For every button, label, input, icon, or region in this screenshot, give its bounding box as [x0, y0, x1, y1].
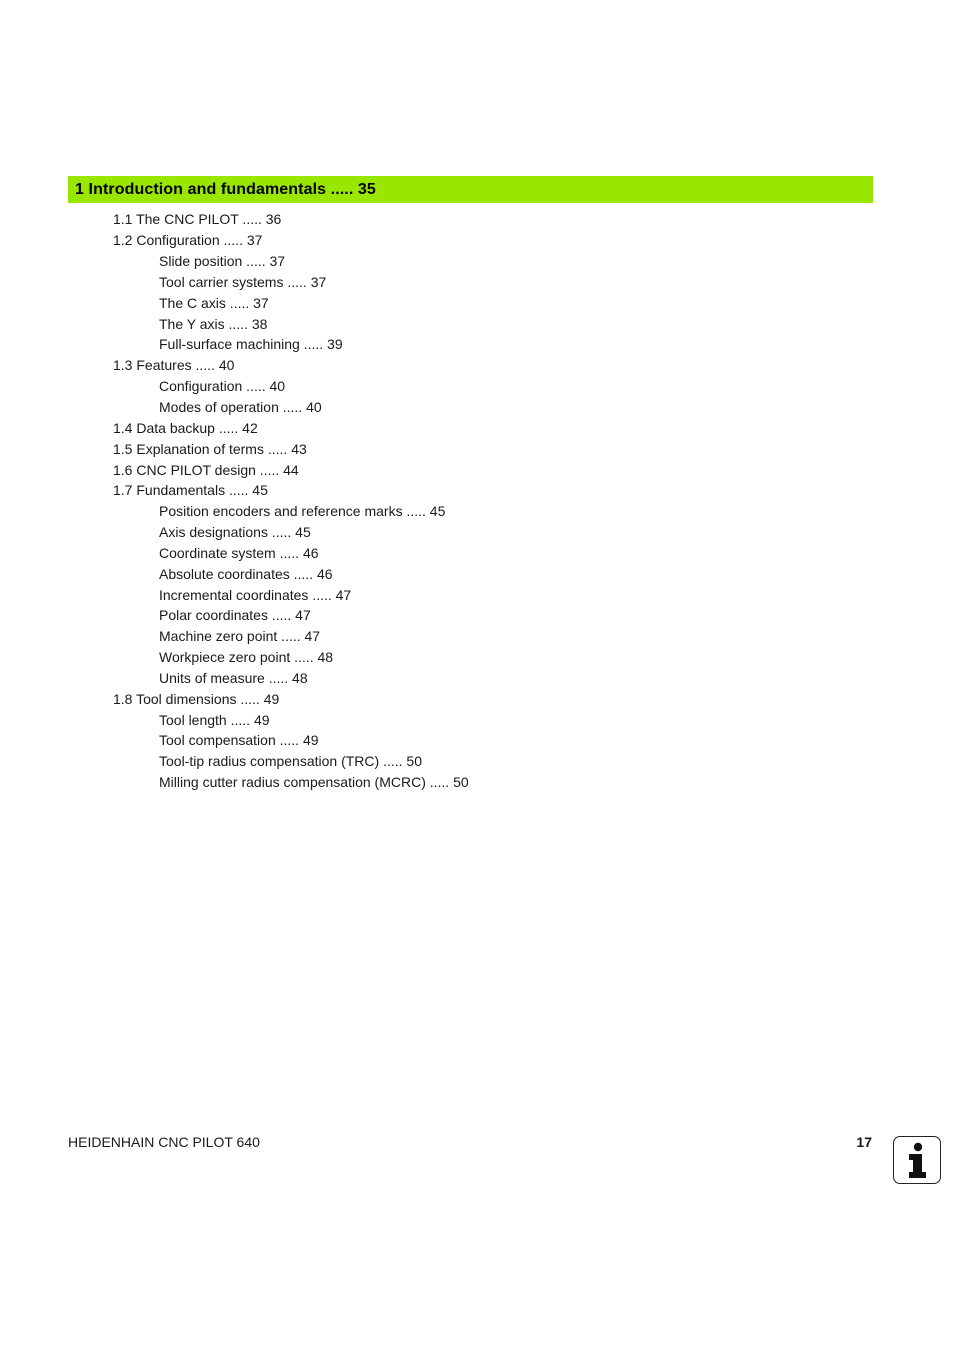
chapter-heading-bar — [68, 176, 873, 203]
toc-entry-1-3[interactable]: 1.3 Features ..... 40 — [113, 357, 235, 373]
toc-entry-workpiece-zero-point[interactable]: Workpiece zero point ..... 48 — [159, 649, 334, 665]
toc-entry-full-surface-machining[interactable]: Full-surface machining ..... 39 — [159, 336, 343, 352]
toc-entry-incremental-coordinates[interactable]: Incremental coordinates ..... 47 — [159, 587, 352, 603]
toc-entry-1-2[interactable]: 1.2 Configuration ..... 37 — [113, 232, 263, 248]
toc-entry-tool-length[interactable]: Tool length ..... 49 — [159, 712, 270, 728]
toc-entry-axis-designations[interactable]: Axis designations ..... 45 — [159, 524, 311, 540]
toc-entry-tool-carrier-systems[interactable]: Tool carrier systems ..... 37 — [159, 274, 327, 290]
info-icon-glyph — [894, 1137, 939, 1182]
toc-entry-absolute-coordinates[interactable]: Absolute coordinates ..... 46 — [159, 566, 333, 582]
chapter-title[interactable]: 1 Introduction and fundamentals ..... 35 — [75, 180, 376, 198]
toc-entry-polar-coordinates[interactable]: Polar coordinates ..... 47 — [159, 607, 311, 623]
toc-entry-configuration[interactable]: Configuration ..... 40 — [159, 378, 286, 394]
toc-entry-1-5[interactable]: 1.5 Explanation of terms ..... 43 — [113, 441, 307, 457]
footer-product-name: HEIDENHAIN CNC PILOT 640 — [68, 1134, 260, 1150]
toc-entry-machine-zero-point[interactable]: Machine zero point ..... 47 — [159, 628, 321, 644]
toc-entry-1-6[interactable]: 1.6 CNC PILOT design ..... 44 — [113, 462, 299, 478]
toc-entry-tool-compensation[interactable]: Tool compensation ..... 49 — [159, 732, 319, 748]
toc-entry-slide-position[interactable]: Slide position ..... 37 — [159, 253, 286, 269]
toc-entry-y-axis[interactable]: The Y axis ..... 38 — [159, 316, 268, 332]
toc-entry-1-7[interactable]: 1.7 Fundamentals ..... 45 — [113, 482, 268, 498]
toc-entry-units-of-measure[interactable]: Units of measure ..... 48 — [159, 670, 308, 686]
info-icon — [893, 1136, 941, 1184]
toc-entry-coordinate-system[interactable]: Coordinate system ..... 46 — [159, 545, 319, 561]
toc-entry-c-axis[interactable]: The C axis ..... 37 — [159, 295, 269, 311]
page-number: 17 — [856, 1134, 872, 1150]
toc-entry-1-8[interactable]: 1.8 Tool dimensions ..... 49 — [113, 691, 280, 707]
toc-entry-1-4[interactable]: 1.4 Data backup ..... 42 — [113, 420, 258, 436]
toc-entry-trc[interactable]: Tool-tip radius compensation (TRC) ..... 50 — [159, 753, 422, 769]
toc-entry-mcrc[interactable]: Milling cutter radius compensation (MCRC) ..... 50 — [159, 774, 469, 790]
toc-entry-position-encoders[interactable]: Position encoders and reference marks ..... 45 — [159, 503, 446, 519]
toc-entry-modes-of-operation[interactable]: Modes of operation ..... 40 — [159, 399, 322, 415]
toc-entry-1-1[interactable]: 1.1 The CNC PILOT ..... 36 — [113, 211, 282, 227]
